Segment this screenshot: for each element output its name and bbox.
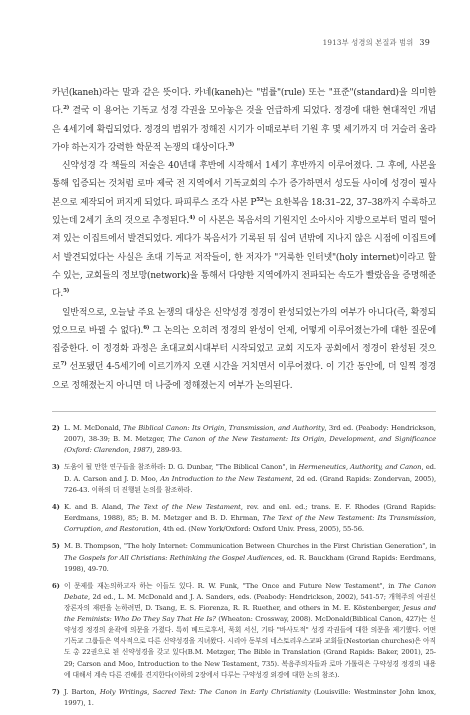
footnote-divider [52, 411, 436, 412]
footnote-7: 7) J. Barton, Holy Writings, Sacred Text: The Canon in Early Christianity (Louisville: Westminster John knox, 1997), 1. [52, 687, 436, 707]
paragraph-2: 신약성경 각 책들의 저술은 40년대 후반에 시작해서 1세기 후반까지 이루어졌다. 그 후에, 사본을 통해 입증되는 것처럼 로마 제국 전 지역에서 기독교회의 수가 증가하면서 성도들 사이에 성경이 필사본으로 제작되어 퍼지게 되었다. 파피루스 조각 사본 $P^{52}$는 요한복음 18:31–22, 37–38까지 수록하고 있는데 2세기 초의 것으로 추정된다.$^{4)}$ 이 사본은 복음서의 기원지인 소아시아 지방으로부터 멀리 떨어져 있는 이집트에서 발견되었다. 게다가 복음서가 기록된 뒤 십여 년밖에 지나지 않은 시점에 이집트에서 발견되었다는 사실은 초대 기독교 저작들이, 한 저자가 "거룩한 인터넷"(holy internet)이라고 할 수 있는, 교회들의 정보망(network)을 통해서 다양한 지역에까지 전파되는 속도가 빨랐음을 증명해준다.$^{5)}$ [52, 161, 436, 300]
footnote-5: 5) M. B. Thompson, "The holy Internet: Communication Between Churches in the First Christian Generation", in The Gospels for All Christians: Rethinking the Gospel Audiences, ed. R. Bauckham (Grand Rapids: Eerdmans, 1998), 49-70. [52, 542, 436, 573]
page-number: 39 [419, 38, 430, 47]
footnote-2: 2) L. M. McDonald, The Biblical Canon: Its Origin, Transmission, and Authority, 3rd ed. (Peabody: Hendrickson, 2007), 38-39; B. M. Metzger, The Canon of the New Testament: Its Origin, Development, and Significance (Oxford: Clarendon, 1987), 289-93. [52, 424, 436, 455]
chapter-title: 1913부 성경의 본질과 범위 [322, 38, 414, 47]
paragraph-3: 일반적으로, 오늘날 주요 논쟁의 대상은 신약성경 정경이 완성되었는가의 여부가 아니다(즉, 확정되었으므로 바뀔 수 없다).$^{6)}$ 그 논의는 오히려 정경의 완성이 언제, 어떻게 이루어졌는가에 대한 질문에 집중한다. 이 정경화 과정은 초대교회시대부터 시작되었고 교회 지도자 공회에서 정경이 완성된 것으로$^{7)}$ 선포됐던 4-5세기에 이르기까지 오랜 시간을 거치면서 이루어졌다. 이 기간 동안에, 더 일찍 정경으로 정해졌는지 아니면 더 나중에 정해졌는지 여부가 논의된다. [52, 307, 436, 391]
footnote-6: 6) 이 문제를 재논의하고자 하는 이들도 있다. R. W. Funk, "The Once and Future New Testament", in The Canon Debate, 2d ed., L. M. McDonald and J. A. Sanders, eds. (Peabody: Hendrickson, 2002), 541-57; 개혁주의 여권신장론자의 재편을 논하려면, D. Tsang, E. S. Fiorenza, R. R. Ruether, and others in M. E. Köstenberger, Jesus and the Feminists: Who Do They Say That He Is? (Wheaton: Crossway, 2008). McDonald(Biblical Canon, 427)는 신약성경 정경의 윤곽에 의문을 가졌다. 특히 베드로후서, 묵회 서신, 기타 "바사도적" 성경 각권들에 대한 의문을 제기했다. 어떤 기독교 그룹들은 역사적으로 다른 신약성경을 지녀왔다. 시리아 동부의 네스토리우스교파 교회들(Nestorian churches)은 아직도 총 22권으로 된 신약성경을 갖고 있다(B.M. Metzger, The Bible in Translation (Grand Rapids: Baker, 2001), 25-29; Carson and Moo, Introduction to the New Testament, 735). 복음주의자들과 로마 가톨릭은 구약성경 정경의 내용에 대해서 계속 다른 견해를 견지한다(이하의 2장에서 다루는 구약성경 외경에 대한 논의 참조). [52, 581, 437, 679]
running-header [60, 38, 430, 48]
main-text [52, 84, 436, 395]
footnote-4: 4) K. and B. Aland, The Text of the New Testament, rev. and enl. ed.; trans. E. F. Rhodes (Grand Rapids: Eerdmans, 1988), 85; B. M. Metzger and B. D. Ehrman, The Text of the New Testament: Its Transmission, Corruption, and Restoration, 4th ed. (New York/Oxford: Oxford Univ. Press, 2005), 55-56. [52, 502, 437, 534]
footnotes [52, 423, 436, 715]
footnote-3: 3) 도움이 될 만한 연구들을 참조하라: D. G. Dunbar, "The Biblical Canon", in Hermeneutics, Authority, and Canon, ed. D. A. Carson and J. D. Moo, An Introduction to the New Testament, 2d ed. (Grand Rapids: Zondervan, 2005), 726-43. 이하의 더 진행된 논의를 참조하라. [52, 463, 437, 494]
paragraph-1: 카넌(kaneh)라는 말과 같은 뜻이다. 카네(kaneh)는 "법률"(rule) 또는 "표준"(standard)을 의미한다.$^{2)}$ 결국 이 용어는 기독교 성경 각권을 모아놓은 것을 언급하게 되었다. 정경에 대한 현대적인 개념은 4세기에 확립되었다. 정경의 범위가 정해진 시기가 이때로부터 기원 후 몇 세기까지 더 거슬러 올라가야 하는지가 강력한 학문적 논쟁의 대상이다.$^{3)}$ [52, 88, 436, 153]
